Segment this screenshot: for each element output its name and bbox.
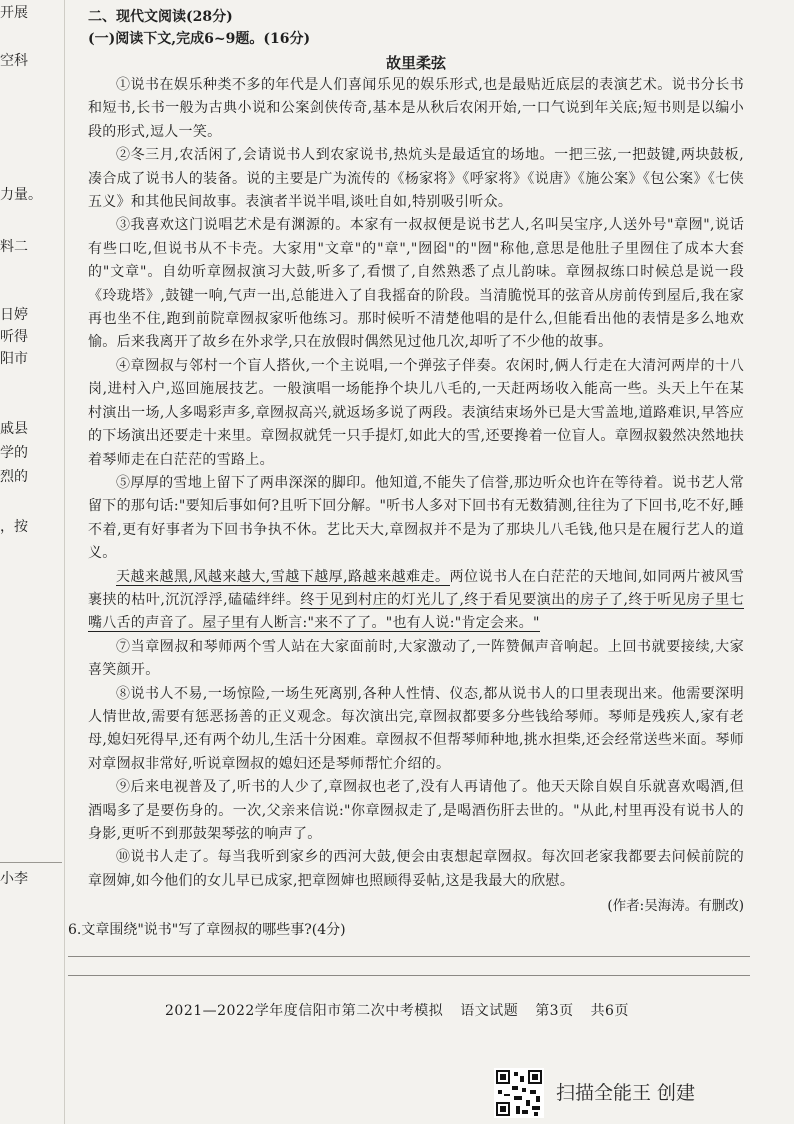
left-margin-strip bbox=[0, 0, 65, 1124]
qr-code-icon bbox=[494, 1068, 544, 1118]
paragraph-4: ④章囫叔与邻村一个盲人搭伙,一个主说唱,一个弹弦子伴奏。农闲时,俩人行走在大清河两岸的十八岗,进村入户,巡回施展技艺。一般演唱一场能挣个块儿八毛的,一天赶两场收入能高一些。头天上午在某村演出一场,人多喝彩声多,章囫叔高兴,就返场多说了两段。表演结束场外已是大雪盖地,道路难识,早答应的下场演出还要走十来里。章囫叔就凭一只手提灯,如此大的雪,还要搀着一位盲人。章囫叔毅然决然地扶着琴师走在白茫茫的雪路上。 bbox=[88, 357, 744, 468]
article-title: 故里柔弦 bbox=[385, 54, 446, 72]
section-heading: 二、现代文阅读(28分) bbox=[88, 9, 233, 25]
paragraph-6-middle: 两位说书人在白茫茫的天地间,如同两片被风雪裹挟的枯叶,沉沉浮浮,磕磕绊绊。 bbox=[88, 568, 744, 608]
page-footer bbox=[0, 1000, 794, 1020]
paragraph-8: ⑧说书人不易,一场惊险,一场生死离别,各种人性情、仪态,都从说书人的口里表现出来。他需要深明人情世故,需要有惩恶扬善的正义观念。每次演出完,章囫叔都要多分些钱给琴师。琴师是残疾人,家有老母,媳妇死得早,还有两个幼儿,生活十分困难。章囫叔不但帮琴师种地,挑水担柴,还会经常送些米面。琴师对章囫叔非常好,听说章囫叔的媳妇还是琴师帮忙介绍的。 bbox=[88, 685, 744, 772]
subsection-heading: (一)阅读下文,完成6~9题。(16分) bbox=[88, 31, 311, 47]
paragraph-6 bbox=[88, 566, 744, 636]
paragraph-2: ②冬三月,农活闲了,会请说书人到农家说书,热炕头是最适宜的场地。一把三弦,一把鼓键,两块鼓板,凑合成了说书人的装备。说的主要是广为流传的《杨家将》《呼家将》《说唐》《施公案》《包公案》《七侠五义》和其他民间故事。表演者半说半唱,谈吐自如,特别吸引听众。 bbox=[88, 147, 744, 211]
footer-subject: 语文试题 bbox=[460, 1003, 519, 1019]
paragraph-5: ⑤厚厚的雪地上留下了两串深深的脚印。他知道,不能失了信誉,那边听众也许在等待着。说书艺人常留下的那句话:"要知后事如何?且听下回分解。"听书人多对下回书有无数猜测,往往为了下回书,吃不好,睡不着,更有好事者为下回书争执不休。艺比天大,章囫叔并不是为了那块儿八毛钱,他只是在履行艺人的道义。 bbox=[88, 474, 744, 562]
margin-fragment: 开展 bbox=[0, 5, 28, 21]
question-6: 6.文章围绕"说书"写了章囫叔的哪些事?(4分) bbox=[68, 922, 346, 939]
exam-content bbox=[68, 6, 745, 941]
margin-fragment: 小李 bbox=[0, 871, 28, 887]
footer-page-number: 第3页 bbox=[535, 1003, 574, 1019]
underlined-sentence-2: 终于见到村庄的灯光儿了,终于看见要演出的房子了,终于听见房子里七嘴八舌的声音了。屋子里有人断言:"来不了了。"也有人说:"肯定会来。" bbox=[88, 591, 745, 632]
paragraph-10: ⑩说书人走了。每当我听到家乡的西河大鼓,便会由衷想起章囫叔。每次回老家我都要去问候前院的章囫婶,如今他们的女儿早已成家,把章囫婶也照顾得妥帖,这是我最大的欣慰。 bbox=[88, 849, 744, 889]
paragraph-7: ⑦当章囫叔和琴师两个雪人站在大家面前时,大家激动了,一阵赞佩声音响起。上回书就要接续,大家喜笑颜开。 bbox=[88, 638, 744, 679]
margin-fragment: 戚县 bbox=[0, 421, 28, 437]
paragraph-1: ①说书在娱乐种类不多的年代是人们喜闻乐见的娱乐形式,也是最贴近底层的表演艺术。说书分长书和短书,长书一般为古典小说和公案剑侠传奇,基本是从秋后农闲开始,一口气说到年关底;短书则是以编小段的形式,逗人一笑。 bbox=[88, 77, 744, 140]
underlined-sentence-1: 天越来越黑,风越来越大,雪越下越厚,路越来越难走。 bbox=[116, 568, 450, 585]
answer-line bbox=[68, 956, 750, 957]
footer-total-pages: 共6页 bbox=[590, 1003, 629, 1019]
footer-exam-name: 2021—2022学年度信阳市第二次中考模拟 bbox=[165, 1003, 444, 1019]
margin-fragment: 阳市 bbox=[0, 351, 28, 367]
margin-fragment: 空科 bbox=[0, 53, 28, 69]
margin-fragment: 学的 bbox=[0, 445, 28, 461]
margin-rule bbox=[0, 862, 62, 863]
answer-line bbox=[68, 975, 750, 976]
margin-fragment: ，按 bbox=[0, 519, 28, 535]
margin-fragment: 烈的 bbox=[0, 469, 28, 485]
margin-fragment: 料二 bbox=[0, 239, 28, 255]
author-credit: (作者:吴海涛。有删改) bbox=[607, 898, 744, 915]
margin-fragment: 听得 bbox=[0, 329, 28, 345]
margin-fragment: 力量。 bbox=[0, 187, 42, 203]
paragraph-3: ③我喜欢这门说唱艺术是有渊源的。本家有一叔叔便是说书艺人,名叫吴宝序,人送外号"章囫",说话有些口吃,但说书从不卡壳。大家用"文章"的"章","囫囵"的"囫"称他,意思是他肚子里囫住了成本大套的"文章"。自幼听章囫叔演习大鼓,听多了,看惯了,自然熟悉了点儿韵味。章囫叔练口时候总是说一段《玲珑塔》,鼓键一响,气声一出,总能进入了自我摇奋的阶段。当清脆悦耳的弦音从房前传到屋后,我在家再也坐不住,跑到前院章囫叔家听他练习。那时候听不清楚他唱的是什么,但能看出他的表情是多么地欢愉。后来我离开了故乡在外求学,只在放假时偶然见过他几次,却听了不少他的故事。 bbox=[88, 217, 744, 351]
paragraph-9: ⑨后来电视普及了,听书的人少了,章囫叔也老了,没有人再请他了。他天天除自娱自乐就喜欢喝酒,但酒喝多了是要伤身的。一次,父亲来信说:"你章囫叔走了,是喝酒伤肝去世的。"从此,村里再没有说书人的身影,更听不到那鼓架琴弦的响声了。 bbox=[88, 779, 744, 842]
scanner-watermark: 扫描全能王 创建 bbox=[556, 1082, 696, 1104]
margin-fragment: 日婷 bbox=[0, 307, 28, 323]
